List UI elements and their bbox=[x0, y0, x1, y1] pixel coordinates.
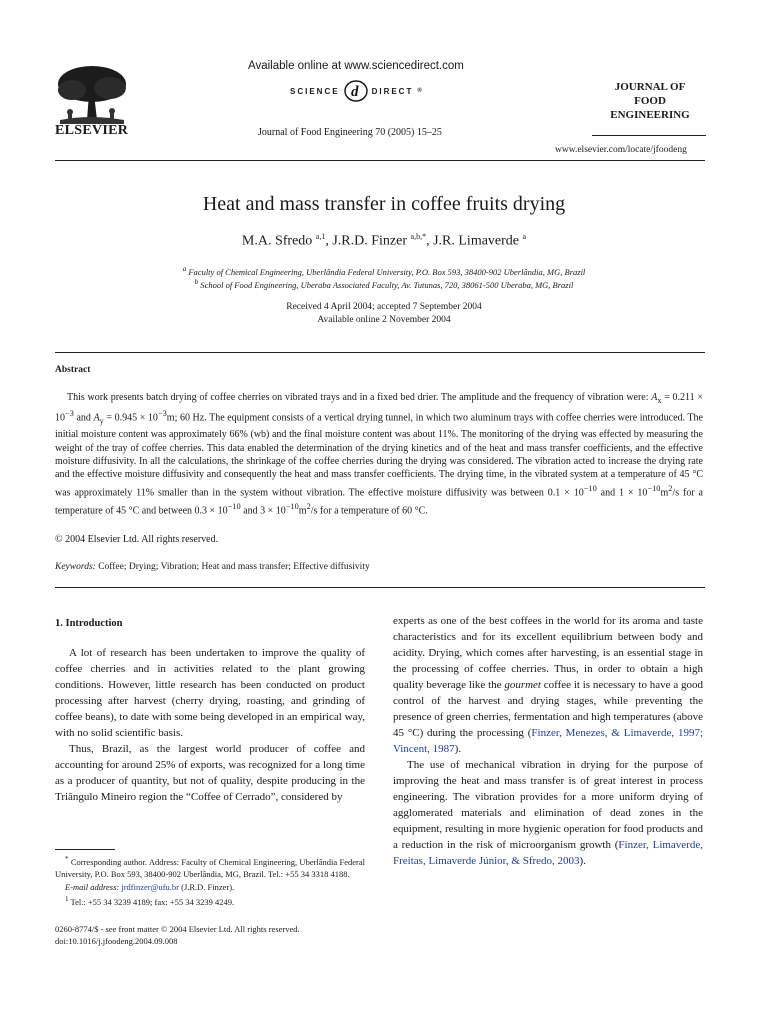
received-date: Received 4 April 2004; accepted 7 September 2004 bbox=[286, 302, 482, 312]
doi-line: doi:10.1016/j.jfoodeng.2004.09.008 bbox=[55, 936, 178, 946]
divider bbox=[55, 160, 705, 161]
paragraph: Thus, Brazil, as the largest world producer of coffee and accounting for around 25% of exports, was recognized for a long time as a producer of quantity, but not of quality, despite producing in the Triângulo Mineiro region the “Coffee of Cerrado”, considered by bbox=[55, 743, 365, 803]
svg-text:d: d bbox=[350, 84, 361, 100]
keywords-text: Coffee; Drying; Vibration; Heat and mass transfer; Effective diffusivity bbox=[95, 562, 370, 572]
left-column bbox=[55, 616, 365, 805]
journal-name-line: FOOD bbox=[634, 95, 666, 107]
footnote-divider bbox=[55, 849, 115, 850]
footnotes bbox=[55, 853, 365, 909]
abstract-copyright: © 2004 Elsevier Ltd. All rights reserved. bbox=[55, 534, 219, 545]
journal-name-box bbox=[598, 80, 702, 122]
journal-name-line: JOURNAL OF bbox=[614, 81, 686, 93]
divider bbox=[55, 587, 705, 588]
journal-name-line: ENGINEERING bbox=[610, 109, 690, 121]
available-date: Available online 2 November 2004 bbox=[317, 315, 451, 325]
section-heading: 1. Introduction bbox=[55, 618, 123, 629]
journal-url-link[interactable]: www.elsevier.com/locate/jfoodeng bbox=[555, 145, 687, 155]
sciencedirect-logo: SCIENCE d DIRECT ® bbox=[290, 79, 424, 103]
elsevier-tree-logo bbox=[50, 62, 132, 126]
affiliation-a: $^a$ Faculty of Chemical Engineering, Uberlândia Federal University, P.O. Box 593, 38400-902 Uberlândia, MG, Brazil bbox=[182, 265, 586, 277]
publisher-name: ELSEVIER bbox=[55, 123, 129, 138]
footnote-email: E-mail address: jrdfinzer@ufu.br (J.R.D. Finzer). bbox=[65, 881, 235, 892]
abstract-body: This work presents batch drying of coffee cherries on vibrated trays and in a fixed bed drier. The amplitude and the frequency of vibration were: $A_x = 0.211 \times 10^{-3}$ and $A_y = 0.945 \times 10^{-3}m$; 60 Hz. The equipment consists of a vertical drying tunnel, in which two aluminum trays with coffee cherries were introduced. The initial moisture content was approximately 66% (wb) and the final moisture content was about 11%. The monitoring of the drying was effected by measuring the weight of the tray of coffee cherries. This data enabled the determination of the drying kinetics and of the heat and mass transfer coefficients, and the effective moisture diffusivity. In all the calculations, the shrinkage of the coffee cherries during the drying was considered. The vibration acted to increase the drying rate and the effective moisture diffusivity and consequently the heat and mass transfer coefficients. The drying time, in the vibrated system at a temperature of 45 °C was approximately 11% smaller than in the system without vibration. The effective moisture diffusivity was between $0.1 \times 10^{-10}$ and $1 \times 10^{-10}m^2/s$ for a temperature of 45 °C and between $0.3 \times 10^{-10}$ and $3 \times 10^{-10}m^2/s$ for a temperature of 60 °C. bbox=[55, 392, 703, 516]
footnote-tel: $^1$ Tel.: +55 34 3239 4189; fax: +55 34 3239 4249. bbox=[65, 895, 235, 908]
keywords-label: Keywords: bbox=[55, 562, 96, 572]
journal-citation: Journal of Food Engineering 70 (2005) 15–25 bbox=[258, 127, 442, 138]
article-title: Heat and mass transfer in coffee fruits drying bbox=[202, 193, 566, 215]
available-online-text[interactable]: Available online at www.sciencedirect.com bbox=[248, 60, 464, 72]
divider bbox=[55, 352, 705, 353]
keywords-line bbox=[55, 562, 370, 572]
paragraph: A lot of research has been undertaken to improve the quality of coffee cherries and in activities related to the plant growing conditions. However, little research has been conducted on product processing after harvest (cherry drying, roasting, and grinding of coffee beans), to date with some being developed in an empirical way, with no solid scientific basis. bbox=[55, 647, 365, 739]
author-list: M.A. Sfredo $^{a,1}$, J.R.D. Finzer $^{a,b,*}$, J.R. Limaverde $^a$ bbox=[241, 232, 527, 249]
paragraph: The use of mechanical vibration in drying for the purpose of improving the heat and mass transfer is of great interest in process engineering. The vibration provides for a more uniform drying of agglomerated materials and elimination of dead zones in the equipment, resulting in more hygienic operation for food products and a reduction in the risk of microorganism growth (Finzer, Limaverde, Freitas, Limaverde Júnior, & Sfredo, 2003). bbox=[393, 759, 703, 867]
right-column bbox=[393, 613, 703, 869]
page-footer bbox=[55, 923, 300, 947]
sciencedirect-right-text: DIRECT bbox=[371, 86, 414, 96]
abstract-heading: Abstract bbox=[55, 365, 91, 375]
article-dates bbox=[0, 301, 768, 327]
sciencedirect-d-icon bbox=[344, 79, 368, 103]
sciencedirect-left-text: SCIENCE bbox=[290, 86, 340, 96]
footnote-corresponding: * Corresponding author. Address: Faculty of Chemical Engineering, Uberlândia Federal University, P.O. Box 593, 38400-902 Uberlândia, MG, Brazil. Tel.: +55 34 3318 4188. bbox=[55, 855, 365, 880]
divider bbox=[592, 135, 706, 136]
paragraph: experts as one of the best coffees in the world for its aroma and taste characteristics and for its excellent equilibrium between body and acidity. Drying, which comes after harvesting, is an essential stage in the processing of coffee cherries. Thus, in order to obtain a high quality beverage like the gourmet coffee it is necessary to have a good control of the harvest and drying stages, while preventing the presence of green cherries, fermentation and high temperatures (above 45 °C) during the processing (Finzer, Menezes, & Limaverde, 1997; Vincent, 1987). bbox=[393, 615, 703, 755]
affiliation-b: $^b$ School of Food Engineering, Uberaba Associated Faculty, Av. Tutunas, 720, 38061-500 Uberaba, MG, Brazil bbox=[194, 278, 574, 290]
issn-line: 0260-8774/$ - see front matter © 2004 Elsevier Ltd. All rights reserved. bbox=[55, 924, 300, 934]
